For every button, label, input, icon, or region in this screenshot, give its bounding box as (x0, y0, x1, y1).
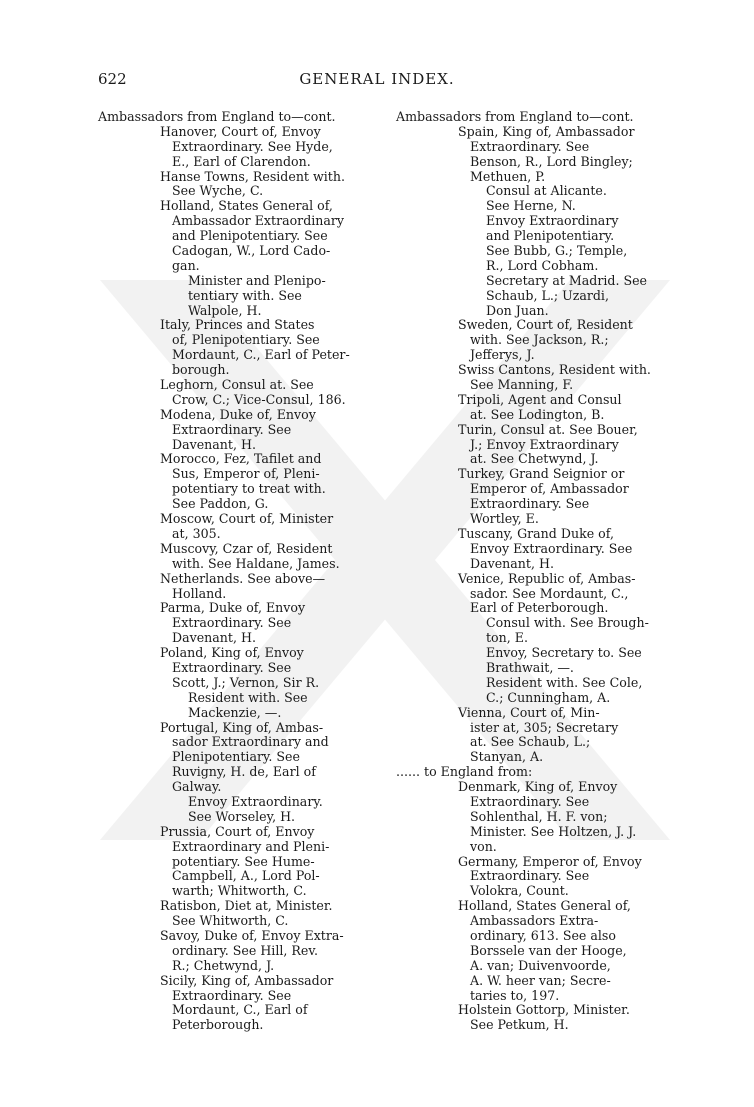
index-line: Minister and Plenipo- (188, 272, 326, 288)
index-line: Volokra, Count. (470, 883, 569, 899)
index-line: potentiary. See Hume- (172, 853, 315, 869)
index-line: See Manning, F. (470, 377, 574, 393)
index-line: Stanyan, A. (470, 749, 544, 765)
index-line: of, Plenipotentiary. See (172, 332, 320, 348)
left-index-column (98, 110, 360, 1033)
index-line: taries to, 197. (470, 987, 560, 1003)
index-line: tentiary with. See (188, 287, 302, 303)
index-line: Extraordinary and Pleni- (172, 838, 330, 854)
index-line: Methuen, P. (470, 168, 546, 184)
index-line: Benson, R., Lord Bingley; (470, 153, 633, 169)
index-line: Wortley, E. (470, 511, 539, 527)
index-line: Envoy Extraordinary. (188, 793, 323, 809)
index-line: Envoy Extraordinary. See (470, 540, 633, 556)
index-line: See Herne, N. (486, 198, 576, 214)
index-line: Ambassadors from England to—cont. (98, 109, 336, 124)
index-line: Resident with. See Cole, (486, 674, 643, 690)
index-line: Hanover, Court of, Envoy (160, 123, 321, 139)
index-line: Schaub, L.; Uzardi, (486, 287, 609, 303)
index-line: sador Extraordinary and (172, 734, 329, 750)
index-line: See Bubb, G.; Temple, (486, 243, 628, 259)
index-line: Secretary at Madrid. See (486, 272, 648, 288)
index-line: Crow, C.; Vice-Consul, 186. (172, 391, 346, 407)
index-line: Savoy, Duke of, Envoy Extra- (160, 927, 344, 943)
index-line: Extraordinary. See (470, 793, 590, 809)
index-line: with. See Jackson, R.; (470, 332, 609, 348)
index-line: Poland, King of, Envoy (160, 645, 304, 661)
index-line: Tuscany, Grand Duke of, (458, 525, 614, 541)
page-title: GENERAL INDEX. (299, 70, 455, 88)
index-line: See Petkum, H. (470, 1017, 569, 1033)
index-line: Brathwait, —. (486, 659, 574, 675)
index-line: Extraordinary. See (470, 496, 590, 512)
index-line: Netherlands. See above— (160, 570, 326, 586)
index-line: A. van; Duivenvoorde, (470, 957, 611, 973)
index-line: Germany, Emperor of, Envoy (458, 853, 642, 869)
index-line: Holstein Gottorp, Minister. (458, 1002, 630, 1018)
index-line: E., Earl of Clarendon. (172, 153, 311, 169)
index-line: Spain, King of, Ambassador (458, 123, 635, 139)
index-line: R., Lord Cobham. (486, 257, 599, 273)
index-line: Ruvigny, H. de, Earl of (172, 764, 316, 780)
index-line: Vienna, Court of, Min- (458, 704, 600, 720)
index-line: Holland, States General of, (458, 898, 631, 914)
index-line: Denmark, King of, Envoy (458, 779, 618, 795)
index-line: Holland, States General of, (160, 198, 333, 214)
index-line: sador. See Mordaunt, C., (470, 585, 629, 601)
index-line: Modena, Duke of, Envoy (160, 406, 316, 422)
index-line: Ratisbon, Diet at, Minister. (160, 898, 333, 914)
index-line: Holland. (172, 585, 227, 601)
index-line: Prussia, Court of, Envoy (160, 823, 315, 839)
index-line: A. W. heer van; Secre- (470, 972, 611, 988)
index-line: with. See Haldane, James. (172, 555, 340, 571)
index-line: See Whitworth, C. (172, 913, 289, 929)
index-line: at, 305. (172, 525, 221, 541)
index-line: Emperor of, Ambassador (470, 481, 629, 497)
index-line: at. See Chetwynd, J. (470, 451, 599, 467)
index-line: Peterborough. (172, 1017, 264, 1033)
index-line: Italy, Princes and States (160, 317, 315, 333)
index-line: ordinary, 613. See also (470, 927, 616, 943)
index-line: Hanse Towns, Resident with. (160, 168, 345, 184)
index-line: Galway. (172, 779, 222, 795)
index-line: Scott, J.; Vernon, Sir R. (172, 674, 320, 690)
index-line: ...... to England from: (396, 764, 533, 780)
index-line: Extraordinary. See Hyde, (172, 138, 333, 154)
index-line: Venice, Republic of, Ambas- (458, 570, 636, 586)
index-line: Leghorn, Consul at. See (160, 377, 314, 393)
index-line: Plenipotentiary. See (172, 749, 300, 765)
index-line: Extraordinary. See (470, 868, 590, 884)
index-line: and Plenipotentiary. (486, 228, 615, 244)
index-line: See Worseley, H. (188, 808, 296, 824)
index-line: Morocco, Fez, Tafilet and (160, 451, 322, 467)
index-line: Portugal, King of, Ambas- (160, 719, 324, 735)
index-line: Davenant, H. (172, 630, 256, 646)
index-line: Extraordinary. See (172, 987, 292, 1003)
index-line: C.; Cunningham, A. (486, 689, 611, 705)
index-line: Walpole, H. (188, 302, 262, 318)
index-line: Extraordinary. See (172, 615, 292, 631)
page-header (0, 70, 754, 94)
index-line: Consul at Alicante. (486, 183, 607, 199)
index-line: borough. (172, 362, 230, 378)
index-line: Sohlenthal, H. F. von; (470, 808, 608, 824)
index-line: Extraordinary. See (470, 138, 590, 154)
index-line: Resident with. See (188, 689, 308, 705)
index-line: Extraordinary. See (172, 659, 292, 675)
index-line: gan. (172, 257, 200, 273)
index-line: Muscovy, Czar of, Resident (160, 540, 333, 556)
index-line: Cadogan, W., Lord Cado- (172, 243, 331, 259)
index-line: Mordaunt, C., Earl of (172, 1002, 308, 1018)
index-line: Ambassadors Extra- (470, 913, 599, 929)
index-line: Mordaunt, C., Earl of Peter- (172, 347, 350, 363)
index-line: Consul with. See Brough- (486, 615, 649, 631)
index-line: Minister. See Holtzen, J. J. (470, 823, 637, 839)
index-line: Sicily, King of, Ambassador (160, 972, 334, 988)
index-line: See Paddon, G. (172, 496, 269, 512)
index-line: Borssele van der Hooge, (470, 942, 627, 958)
index-line: Sus, Emperor of, Pleni- (172, 466, 320, 482)
index-line: Don Juan. (486, 302, 549, 318)
index-line: ton, E. (486, 630, 528, 646)
page-number: 622 (98, 70, 127, 88)
index-line: Swiss Cantons, Resident with. (458, 362, 651, 378)
index-line: Ambassador Extraordinary (172, 213, 345, 229)
index-line: Turkey, Grand Seignior or (458, 466, 625, 482)
index-line: Sweden, Court of, Resident (458, 317, 633, 333)
index-line: Moscow, Court of, Minister (160, 511, 334, 527)
index-line: Davenant, H. (172, 436, 256, 452)
index-line: J.; Envoy Extraordinary (470, 436, 619, 452)
index-line: warth; Whitworth, C. (172, 883, 307, 899)
index-line: Envoy, Secretary to. See (486, 645, 642, 661)
index-line: von. (470, 838, 497, 854)
index-line: Davenant, H. (470, 555, 554, 571)
right-index-column (396, 110, 658, 1033)
index-line: Envoy Extraordinary (486, 213, 619, 229)
index-line: Jefferys, J. (470, 347, 535, 363)
index-line: Parma, Duke of, Envoy (160, 600, 306, 616)
index-line: potentiary to treat with. (172, 481, 326, 497)
index-line: ister at, 305; Secretary (470, 719, 619, 735)
index-line: at. See Schaub, L.; (470, 734, 591, 750)
index-line: Campbell, A., Lord Pol- (172, 868, 320, 884)
index-line: Ambassadors from England to—cont. (396, 109, 634, 124)
index-line: Mackenzie, —. (188, 704, 282, 720)
index-line: at. See Lodington, B. (470, 406, 605, 422)
index-line: R.; Chetwynd, J. (172, 957, 275, 973)
index-line: and Plenipotentiary. See (172, 228, 328, 244)
index-line: Tripoli, Agent and Consul (458, 391, 622, 407)
index-line: ordinary. See Hill, Rev. (172, 942, 318, 958)
index-line: Extraordinary. See (172, 421, 292, 437)
index-line: Turin, Consul at. See Bouer, (458, 421, 638, 437)
index-line: Earl of Peterborough. (470, 600, 609, 616)
index-line: See Wyche, C. (172, 183, 264, 199)
